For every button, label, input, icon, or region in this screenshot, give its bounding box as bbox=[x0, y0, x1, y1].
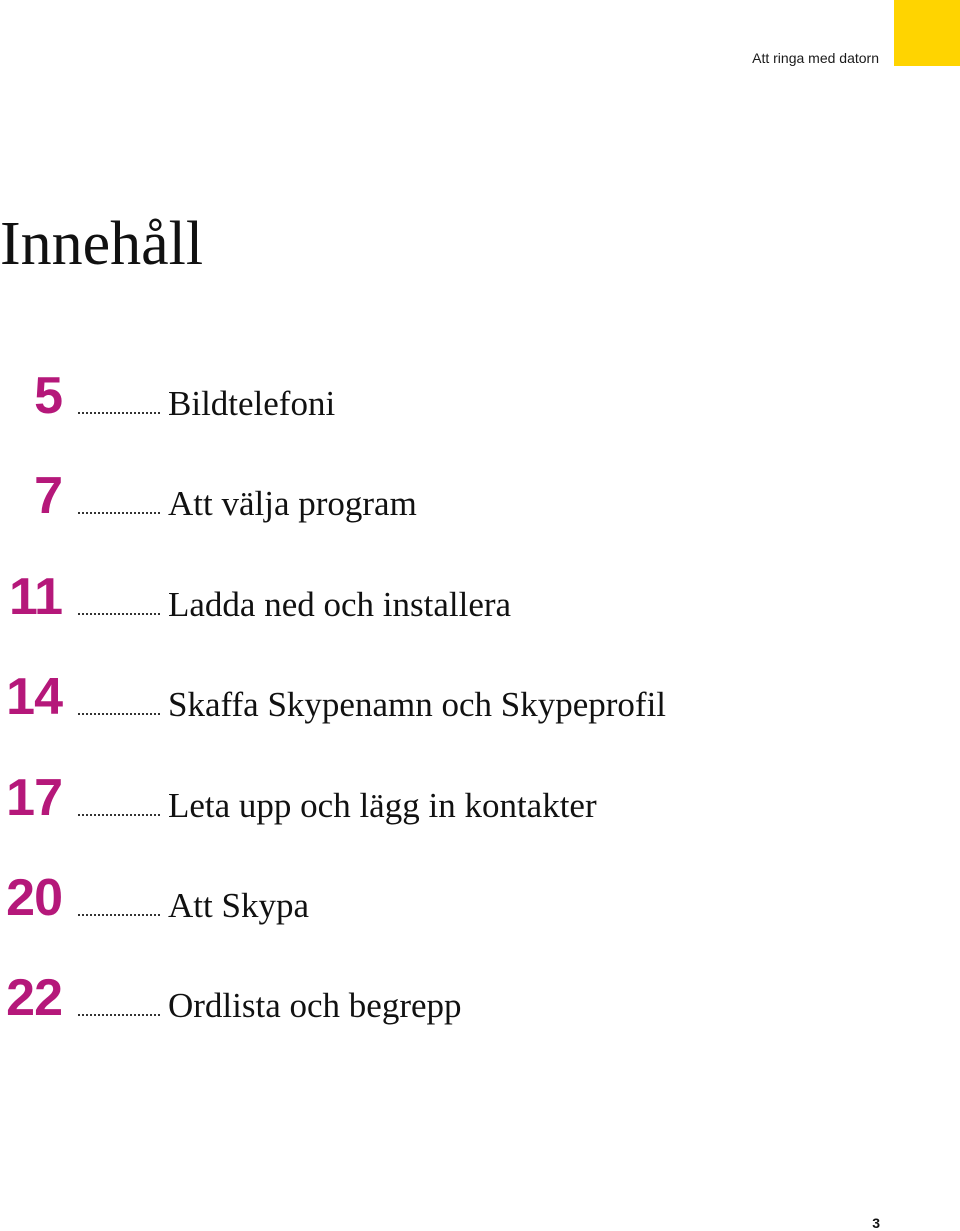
toc-entry[interactable] bbox=[0, 754, 900, 854]
toc-page-number: 7 bbox=[34, 467, 62, 526]
toc-entry[interactable] bbox=[0, 854, 900, 954]
running-header: Att ringa med datorn bbox=[752, 50, 879, 66]
toc-entry-label: Skaffa Skypenamn och Skypeprofil bbox=[168, 685, 667, 725]
toc-entry-label: Att Skypa bbox=[168, 885, 309, 925]
toc-entry[interactable] bbox=[0, 553, 900, 653]
toc-entry-label: Ordlista och begrepp bbox=[168, 986, 462, 1026]
page-title: Innehåll bbox=[0, 210, 204, 278]
toc-page-number: 22 bbox=[6, 969, 62, 1028]
toc-page-number: 20 bbox=[6, 868, 62, 927]
toc-page-number: 5 bbox=[34, 367, 62, 425]
toc-entry-label: Att välja program bbox=[168, 484, 417, 524]
toc-entry[interactable] bbox=[0, 954, 900, 1054]
toc-entry-label: Ladda ned och installera bbox=[168, 584, 512, 624]
toc-dot-leader bbox=[78, 613, 160, 615]
toc-page-number: 17 bbox=[6, 768, 62, 827]
toc-entry-label: Leta upp och lägg in kontakter bbox=[168, 785, 597, 825]
page-number: 3 bbox=[872, 1215, 880, 1231]
toc-entry-label: Bildtelefoni bbox=[168, 384, 336, 423]
toc-entry[interactable] bbox=[0, 352, 900, 452]
toc-dot-leader bbox=[78, 412, 160, 414]
corner-color-block bbox=[894, 0, 960, 66]
toc-dot-leader bbox=[78, 914, 160, 916]
toc-dot-leader bbox=[78, 1014, 160, 1016]
toc-dot-leader bbox=[78, 713, 160, 715]
toc-page-number: 11 bbox=[9, 567, 62, 626]
toc-dot-leader bbox=[78, 512, 160, 514]
toc-entry[interactable] bbox=[0, 452, 900, 552]
toc-entry[interactable] bbox=[0, 653, 900, 753]
toc-page-number: 14 bbox=[6, 668, 62, 727]
toc-dot-leader bbox=[78, 814, 160, 816]
table-of-contents bbox=[0, 352, 900, 1055]
